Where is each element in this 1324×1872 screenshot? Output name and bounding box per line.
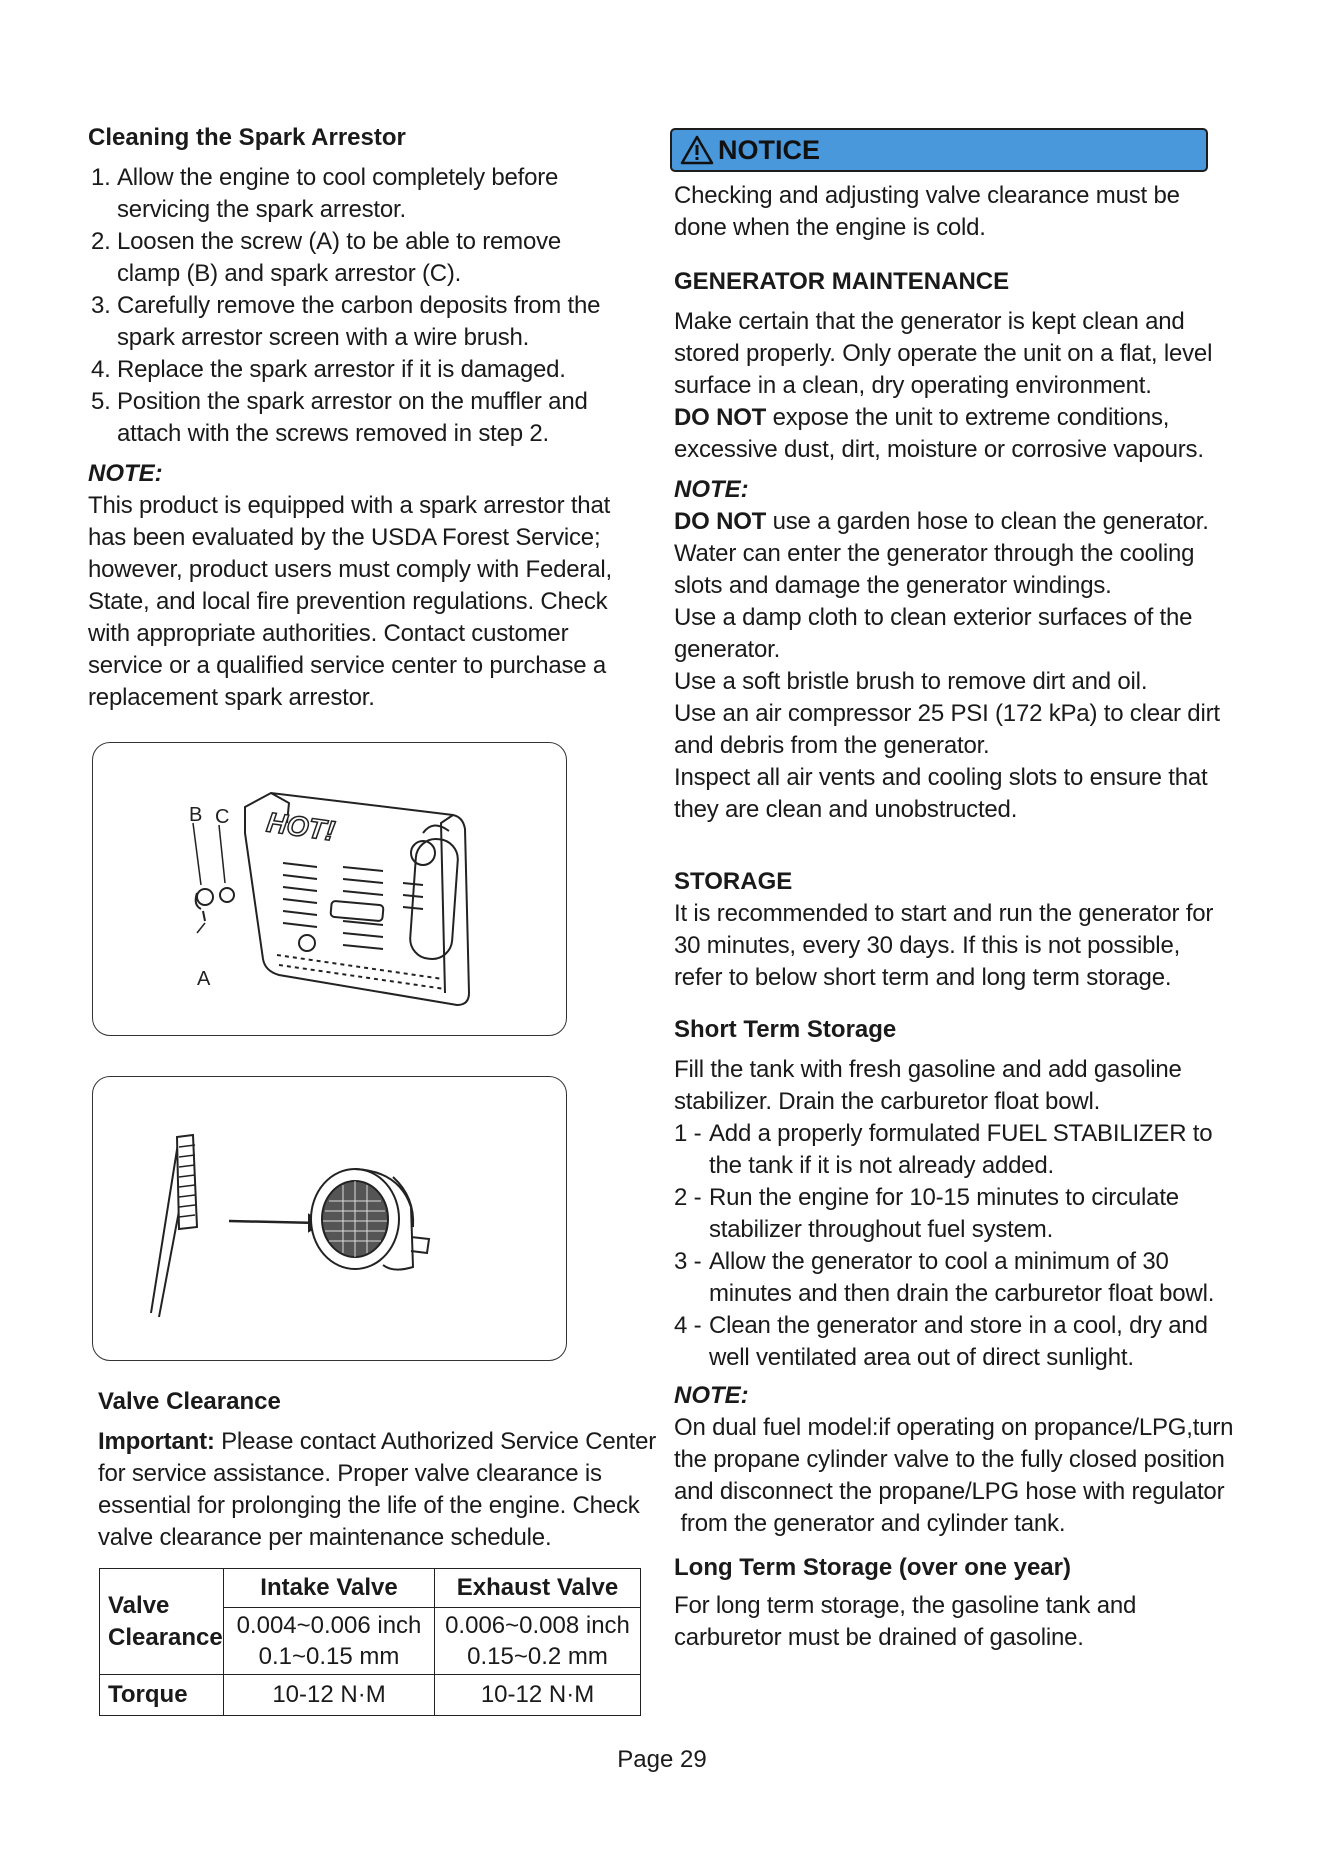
row-header-torque: Torque [100,1675,224,1716]
spark-arrestor-heading: Cleaning the Spark Arrestor [88,124,406,151]
short-term-storage-heading: Short Term Storage [674,1016,897,1043]
note-label: NOTE: [674,476,749,503]
label-b: B [189,804,203,826]
page-number: Page 29 [617,1746,707,1773]
short-term-storage-steps [674,1118,1234,1374]
valve-spec-table [99,1568,641,1716]
notice-label: NOTICE [718,134,821,165]
note-body: This product is equipped with a spark arrestor that has been evaluated by the USDA Forest Service; however, product users must comply with Federal, State, and local fire prevention regulations. Check with appropriate authorities. Contact customer service or a qualified service center to purchase a replacement spark arrestor. [88,492,612,711]
notice-banner [670,128,1208,172]
cleaning-note-body: DO NOT use a garden hose to clean the generator. Water can enter the generator through the cooling slots and damage the generator windings. Use a damp cloth to clean exterior surfaces of the generator. Use a soft bristle brush to remove dirt and oil. Use an air compressor 25 PSI (172 kPa) to clear dirt and debris from the generator. Inspect all air vents and cooling slots to ensure that they are clean and unobstructed. [674,508,1220,823]
list-item: 2. Loosen the screw (A) to be able to remove clamp (B) and spark arrestor (C). [91,228,562,287]
short-term-storage-body: Fill the tank with fresh gasoline and add gasoline stabilizer. Drain the carburetor float bowl. [674,1056,1182,1115]
storage-body: It is recommended to start and run the generator for 30 minutes, every 30 days. If this is not possible, refer to below short term and long term storage. [674,900,1214,991]
column-header-exhaust: Exhaust Valve [435,1569,641,1608]
wire-brush-drawing [93,1077,566,1360]
generator-maintenance-heading: GENERATOR MAINTENANCE [674,268,1010,295]
label-a: A [197,968,211,990]
muffler-drawing [93,743,566,1035]
intake-torque-cell: 10-12 N·M [224,1675,435,1716]
list-item: 3. Carefully remove the carbon deposits from the spark arrestor screen with a wire brush. [91,292,601,351]
generator-maintenance-body: Make certain that the generator is kept clean and stored properly. Only operate the unit on a flat, level surface in a clean, dry operating environment. DO NOT expose the unit to extreme conditions, excessive dust, dirt, moisture or corrosive vapours. [674,308,1213,463]
list-item: 3 - Allow the generator to cool a minimum of 30 minutes and then drain the carburetor float bowl. [674,1248,1215,1307]
notice-body: Checking and adjusting valve clearance must be done when the engine is cold. [674,182,1180,241]
column-header-intake: Intake Valve [224,1569,435,1608]
muffler-illustration [92,742,567,1036]
long-term-storage-heading: Long Term Storage (over one year) [674,1554,1071,1581]
valve-clearance-heading: Valve Clearance [98,1388,281,1415]
list-item: 4 - Clean the generator and store in a cool, dry and well ventilated area out of direct sunlight. [674,1312,1208,1371]
hot-warning-text: HOT! [264,806,337,847]
table-row [100,1569,641,1608]
note-label: NOTE: [674,1382,749,1409]
exhaust-clearance-cell: 0.006~0.008 inch 0.15~0.2 mm [435,1608,641,1675]
list-item: 2 - Run the engine for 10-15 minutes to circulate stabilizer throughout fuel system. [674,1184,1179,1243]
wire-brush-illustration [92,1076,567,1361]
note-label: NOTE: [88,460,163,487]
dual-fuel-note-body: On dual fuel model:if operating on propance/LPG,turn the propane cylinder valve to the fully closed position and disconnect the propane/LPG hose with regulator from the generator and cylinder tank. [674,1414,1234,1537]
warning-triangle-icon [680,135,714,165]
exhaust-torque-cell: 10-12 N·M [435,1675,641,1716]
valve-clearance-body: Important: Please contact Authorized Service Center for service assistance. Proper valve clearance is essential for prolonging the life of the engine. Check valve clearance per maintenance schedule. [98,1428,657,1551]
list-item: 1 - Add a properly formulated FUEL STABILIZER to the tank if it is not already added. [674,1120,1213,1179]
intake-clearance-cell: 0.004~0.006 inch 0.1~0.15 mm [224,1608,435,1675]
table-row [100,1675,641,1716]
right-column [674,180,1234,1654]
list-item: 1. Allow the engine to cool completely before servicing the spark arrestor. [91,164,559,223]
list-item: 5. Position the spark arrestor on the muffler and attach with the screws removed in step 2. [91,388,588,447]
storage-heading: STORAGE [674,868,793,895]
long-term-storage-body: For long term storage, the gasoline tank and carburetor must be drained of gasoline. [674,1592,1137,1651]
list-item: 4. Replace the spark arrestor if it is damaged. [91,356,566,383]
valve-clearance-section [98,1386,658,1554]
spark-arrestor-steps [88,162,648,450]
label-c: C [215,806,230,828]
row-header-valve-clearance: Valve Clearance [100,1569,224,1675]
left-column [88,122,648,714]
